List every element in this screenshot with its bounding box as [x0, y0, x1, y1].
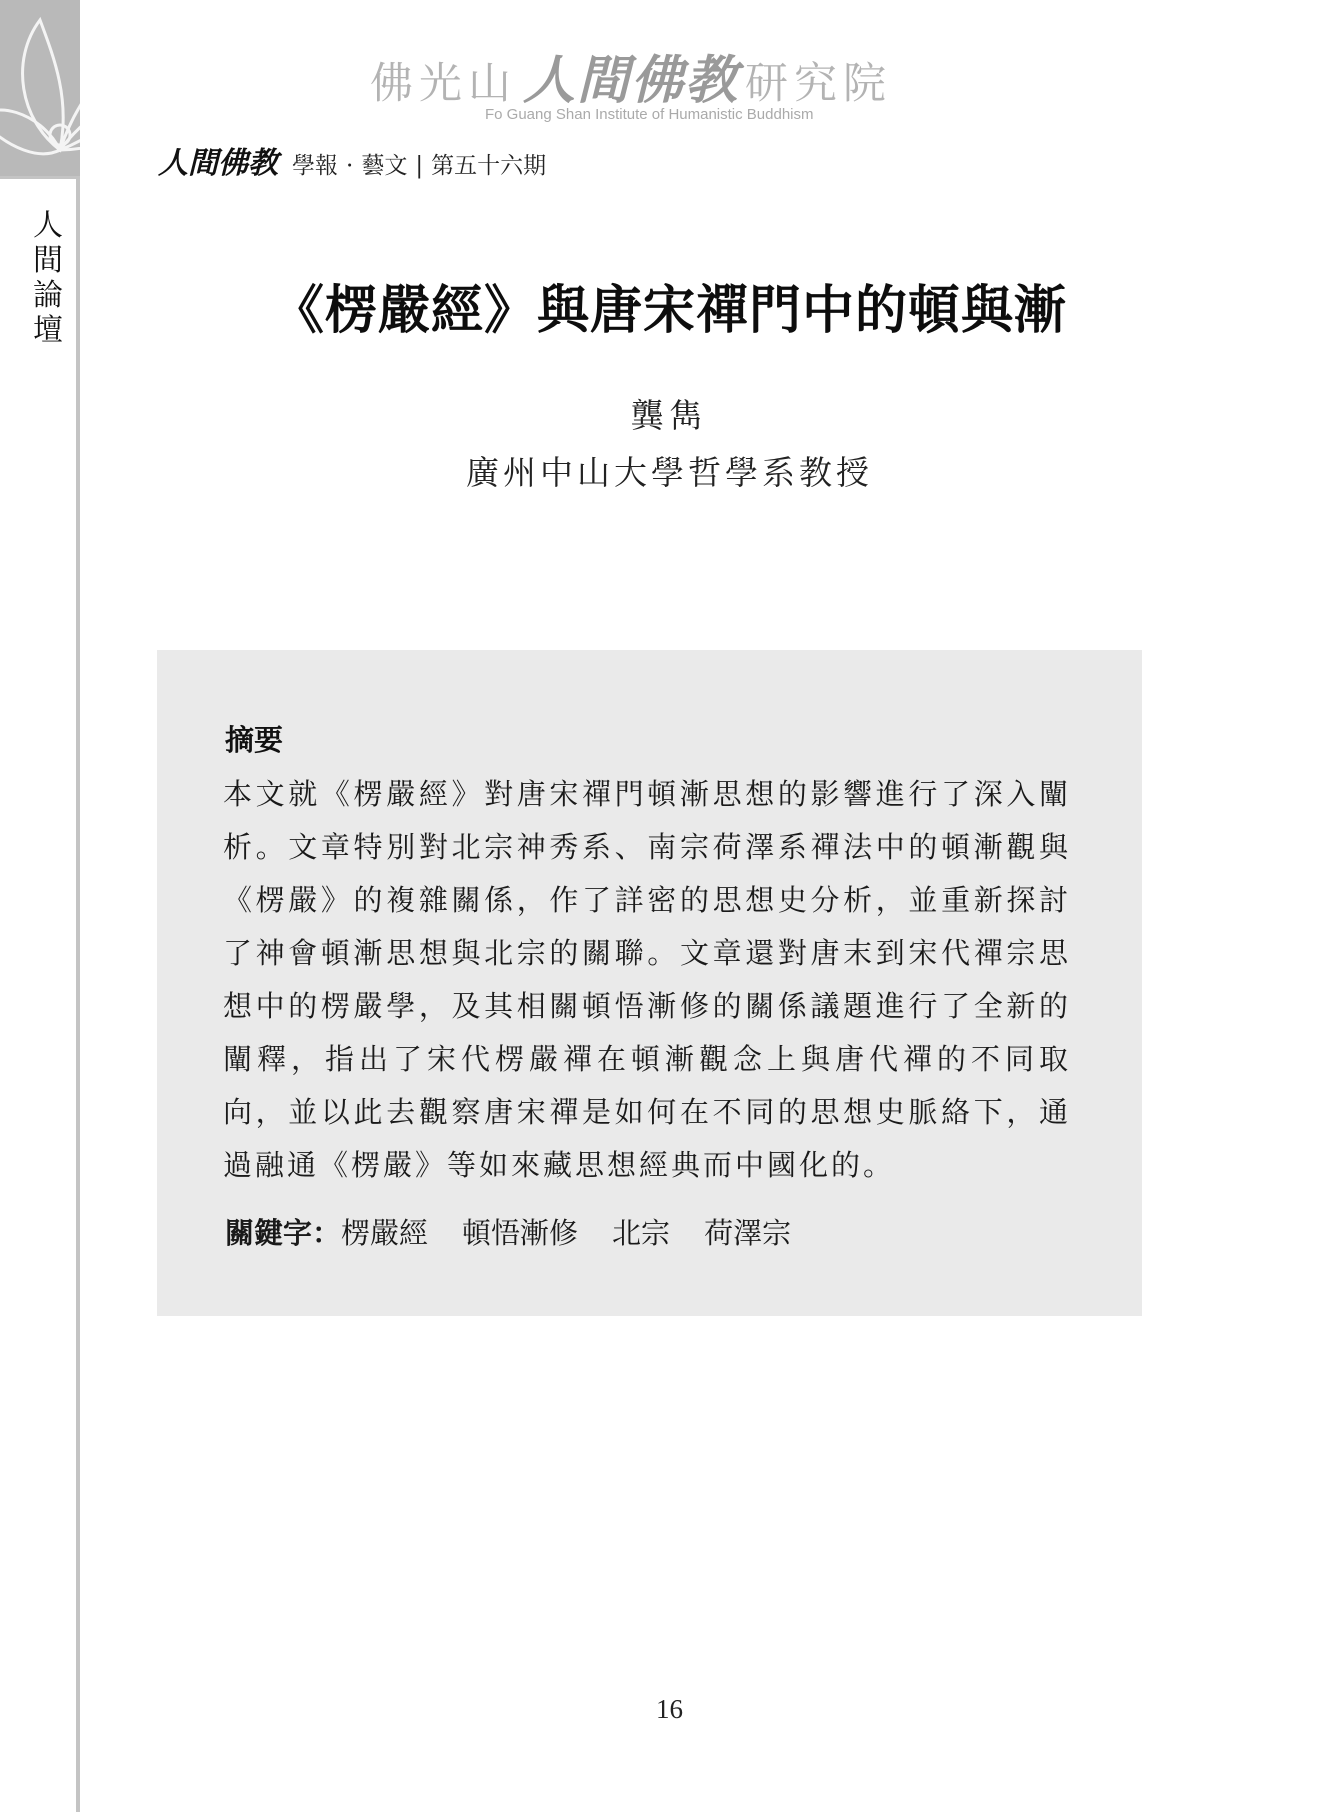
author-affiliation: 廣州中山大學哲學系教授 — [466, 453, 873, 492]
journal-section: 藝文 — [361, 153, 408, 179]
institute-brand-logo: 人間佛教 — [523, 50, 740, 111]
journal-running-head — [158, 138, 546, 182]
keywords-label: 關鍵字： — [225, 1216, 342, 1250]
journal-name: 學報 — [292, 153, 338, 179]
keywords-line — [225, 1211, 825, 1252]
lotus-flower-icon — [0, 0, 80, 178]
keyword: 頓悟漸修 — [462, 1216, 579, 1250]
corner-divider — [0, 176, 80, 179]
institute-name-pre: 佛光山 — [370, 59, 517, 109]
section-label-char: 論 — [33, 278, 63, 313]
author-name: 龔雋 — [630, 396, 709, 435]
journal-issue: 第五十六期 — [431, 153, 547, 179]
section-label-char: 間 — [33, 243, 63, 278]
institute-header — [370, 38, 970, 123]
abstract-box — [157, 650, 1142, 1316]
journal-divider: | — [415, 153, 424, 179]
corner-decoration — [0, 0, 80, 178]
institute-name-cn — [370, 38, 970, 113]
section-label-char: 壇 — [33, 313, 63, 348]
article-title: 《楞嚴經》與唐宋禪門中的頓與漸 — [271, 280, 1067, 341]
abstract-heading: 摘要 — [225, 723, 284, 757]
keyword: 荷澤宗 — [704, 1216, 792, 1250]
institute-name-post: 研究院 — [745, 59, 893, 109]
keyword: 北宗 — [612, 1216, 671, 1250]
section-label-char: 人 — [33, 208, 63, 243]
journal-brand-logo: 人間佛教 — [158, 146, 278, 181]
journal-dot: · — [346, 153, 354, 179]
page-number: 16 — [656, 1694, 683, 1724]
abstract-body: 本文就《楞嚴經》對唐宋禪門頓漸思想的影響進行了深入闡析。文章特別對北宗神秀系、南宗荷澤系禪法中的頓漸觀與《楞嚴》的複雜關係，作了詳密的思想史分析，並重新探討了神會頓漸思想與北宗的關聯。文章還對唐末到宋代禪宗思想中的楞嚴學，及其相關頓悟漸修的關係議題進行了全新的闡釋，指出了宋代楞嚴禪在頓漸觀念上與唐代禪的不同取向，並以此去觀察唐宋禪是如何在不同的思想史脈絡下，通過融通《楞嚴》等如來藏思想經典而中國化的。 — [223, 777, 1071, 1182]
institute-name-en: Fo Guang Shan Institute of Humanistic Buddhism — [485, 106, 814, 123]
keyword: 楞嚴經 — [341, 1216, 429, 1250]
